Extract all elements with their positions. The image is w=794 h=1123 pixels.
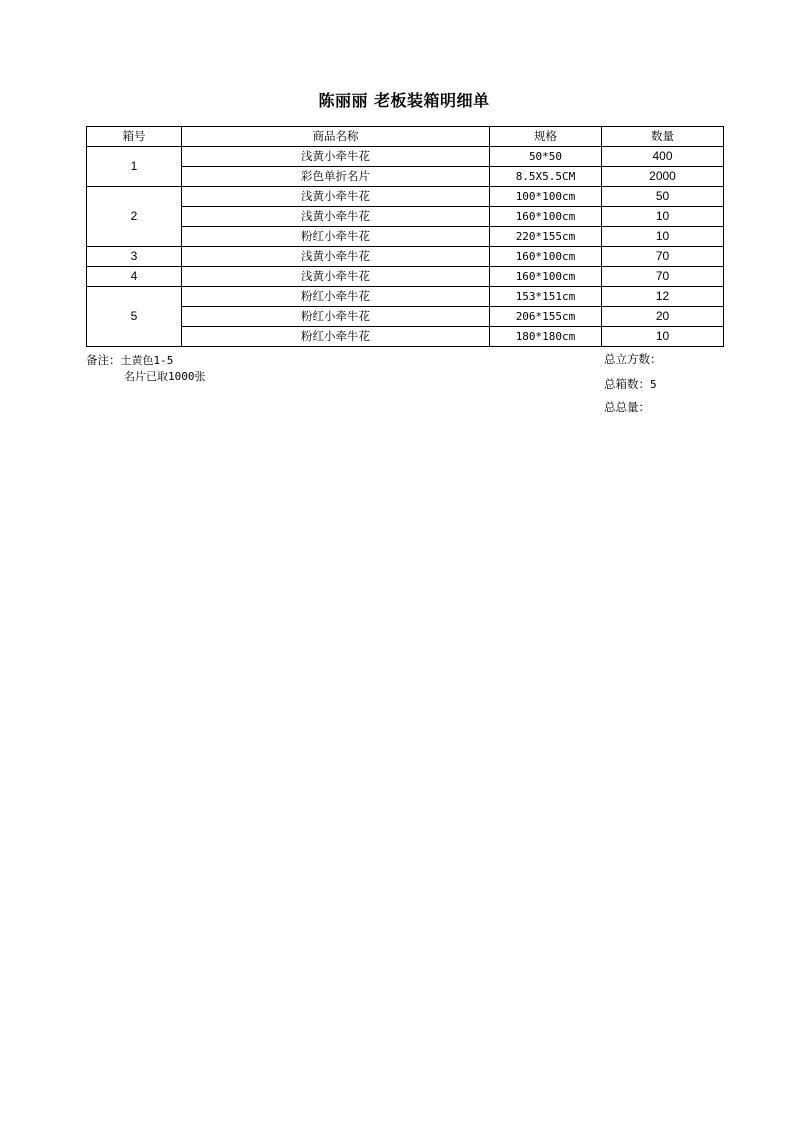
remarks-text-2: 名片已取1000张 — [124, 370, 206, 383]
total-boxes-line — [604, 376, 657, 392]
total-weight-line — [604, 399, 650, 415]
product-name-cell: 浅黄小牵牛花 — [182, 247, 490, 267]
table-row — [87, 207, 724, 227]
quantity-cell: 70 — [602, 247, 724, 267]
table-row — [87, 147, 724, 167]
page-title: 陈丽丽 老板装箱明细单 — [318, 91, 490, 110]
total-volume-label: 总立方数： — [604, 352, 662, 366]
table-row — [87, 307, 724, 327]
quantity-cell: 10 — [602, 327, 724, 347]
table-row — [87, 267, 724, 287]
spec-cell: 160*100cm — [490, 247, 602, 267]
quantity-cell: 12 — [602, 287, 724, 307]
remarks-text-1: 土黄色1-5 — [120, 354, 174, 367]
quantity-cell: 400 — [602, 147, 724, 167]
product-name-cell: 浅黄小牵牛花 — [182, 187, 490, 207]
product-name-cell: 浅黄小牵牛花 — [182, 267, 490, 287]
table-row — [87, 247, 724, 267]
quantity-cell: 10 — [602, 207, 724, 227]
total-boxes-label: 总箱数： — [604, 377, 650, 391]
quantity-cell: 70 — [602, 267, 724, 287]
spec-cell: 50*50 — [490, 147, 602, 167]
box-number-cell: 4 — [87, 267, 182, 287]
spec-cell: 206*155cm — [490, 307, 602, 327]
product-name-cell: 浅黄小牵牛花 — [182, 207, 490, 227]
table-row — [87, 227, 724, 247]
spec-cell: 160*100cm — [490, 267, 602, 287]
header-spec: 规格 — [490, 127, 602, 147]
quantity-cell: 2000 — [602, 167, 724, 187]
spec-cell: 8.5X5.5CM — [490, 167, 602, 187]
box-number-cell: 5 — [87, 287, 182, 347]
total-volume-line — [604, 351, 662, 367]
spec-cell: 100*100cm — [490, 187, 602, 207]
table-row — [87, 287, 724, 307]
packing-list-table — [86, 126, 724, 347]
product-name-cell: 粉红小牵牛花 — [182, 227, 490, 247]
table-row — [87, 187, 724, 207]
spec-cell: 220*155cm — [490, 227, 602, 247]
product-name-cell: 粉红小牵牛花 — [182, 307, 490, 327]
header-product-name: 商品名称 — [182, 127, 490, 147]
quantity-cell: 10 — [602, 227, 724, 247]
quantity-cell: 20 — [602, 307, 724, 327]
product-name-cell: 彩色单折名片 — [182, 167, 490, 187]
quantity-cell: 50 — [602, 187, 724, 207]
table-row — [87, 327, 724, 347]
header-box-number: 箱号 — [87, 127, 182, 147]
remarks-label: 备注： — [86, 353, 121, 367]
product-name-cell: 粉红小牵牛花 — [182, 327, 490, 347]
table-row — [87, 167, 724, 187]
box-number-cell: 2 — [87, 187, 182, 247]
spec-cell: 160*100cm — [490, 207, 602, 227]
total-weight-label: 总总量： — [604, 400, 650, 414]
box-number-cell: 3 — [87, 247, 182, 267]
total-boxes-value: 5 — [650, 378, 657, 391]
table-header-row — [87, 127, 724, 147]
remarks-line-2 — [124, 368, 206, 384]
product-name-cell: 粉红小牵牛花 — [182, 287, 490, 307]
product-name-cell: 浅黄小牵牛花 — [182, 147, 490, 167]
spec-cell: 180*180cm — [490, 327, 602, 347]
box-number-cell: 1 — [87, 147, 182, 187]
spec-cell: 153*151cm — [490, 287, 602, 307]
header-quantity: 数量 — [602, 127, 724, 147]
remarks-line-1 — [86, 352, 173, 368]
